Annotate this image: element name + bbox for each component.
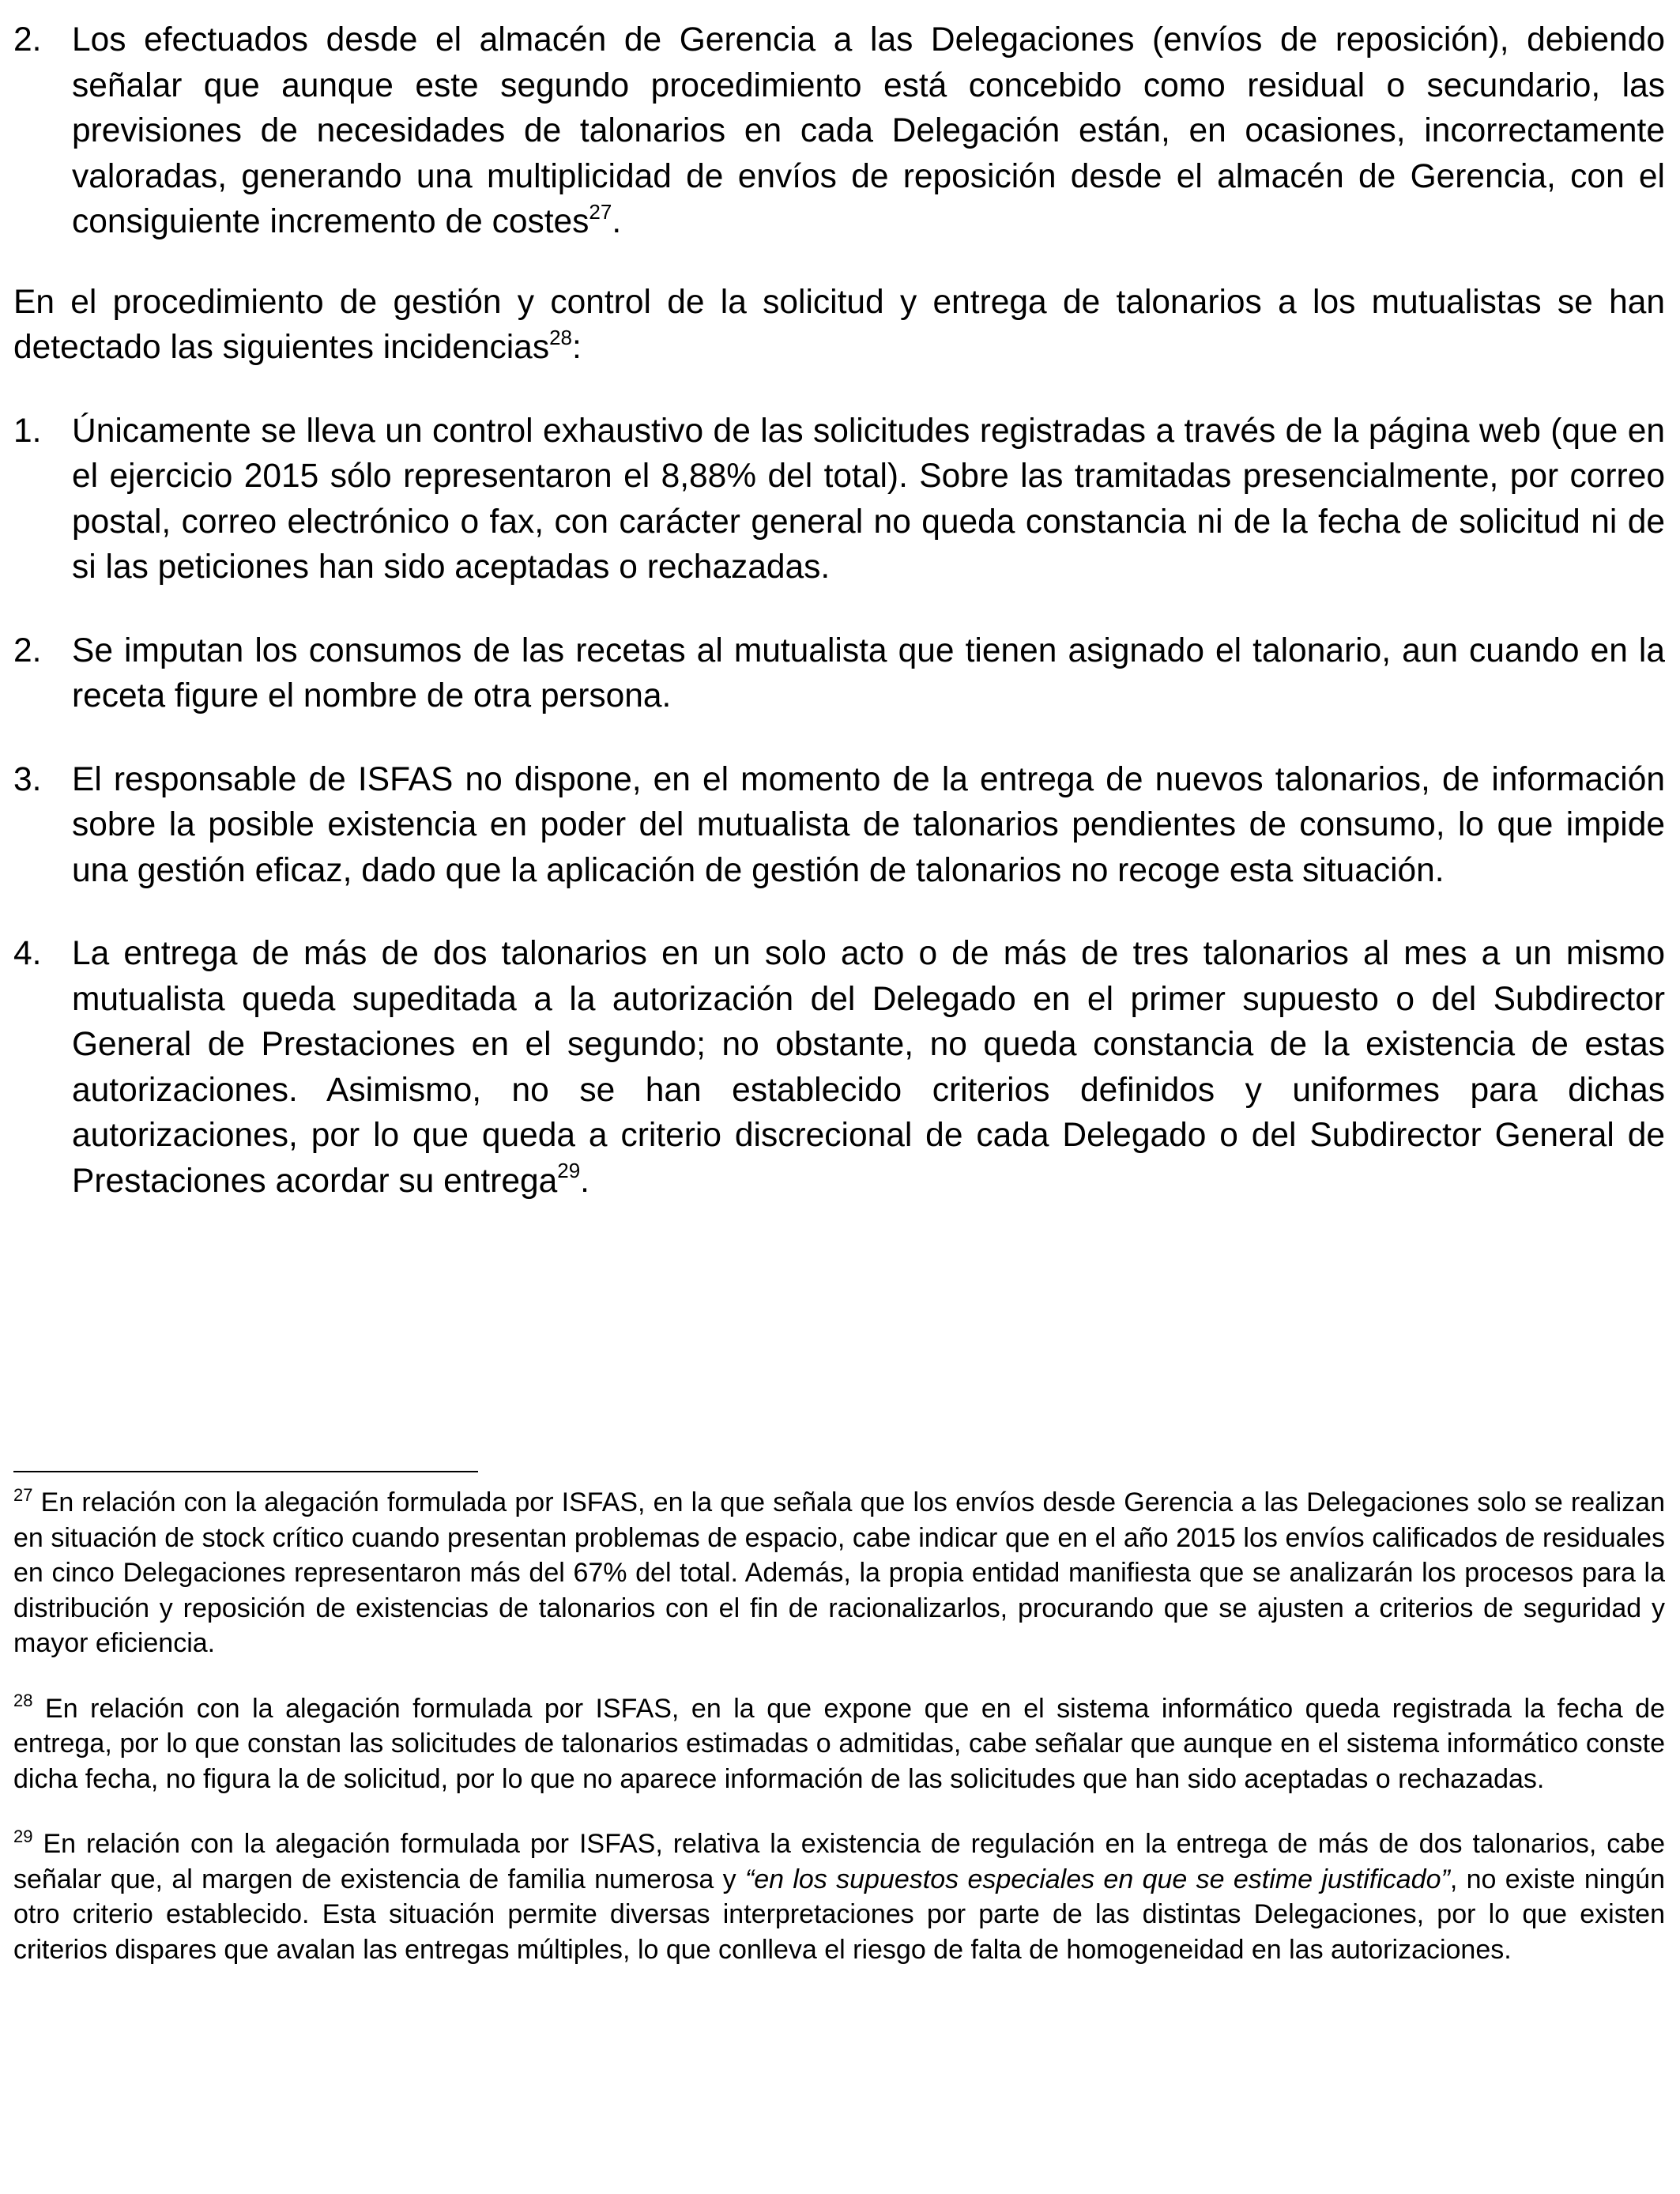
footnotes [13,1485,1665,1967]
footnote-text: En relación con la alegación formulada por ISFAS, en la que expone que en el sistema informático queda registrada la fecha de entrega, por lo que constan las solicitudes de talonarios estimadas o admitidas, cabe señalar que aunque en el sistema informático conste dicha fecha, no figura la de solicitud, por lo que no aparece información de las solicitudes que han sido aceptadas o rechazadas. [13,1693,1665,1794]
list-item-number: 2. [13,21,42,58]
document-page [13,17,1665,1204]
list-item-number: 2. [13,631,42,669]
footnote-ref[interactable]: 28 [549,325,572,349]
footnote-quote: “en los supuestos especiales en que se estime justificado” [744,1864,1450,1894]
list-item [13,757,1665,894]
footnote-number: 29 [13,1826,33,1846]
list-item-text-content: Los efectuados desde el almacén de Gerencia a las Delegaciones (envíos de reposición), debiendo señalar que aunque este segundo procedimiento está concebido como residual o secundario, las previsiones de necesidades de talonarios en cada Delegación están, en ocasiones, incorrectamente valoradas, generando una multiplicidad de envíos de reposición desde el almacén de Gerencia, con el consiguiente incremento de costes [72,21,1665,240]
intro-tail: : [572,329,582,366]
footnote-number: 28 [13,1691,33,1711]
footnote-ref[interactable]: 29 [557,1159,581,1183]
list-item-text-content: La entrega de más de dos talonarios en un solo acto o de más de tres talonarios al mes a un mismo mutualista queda supeditada a la autorización del Delegado en el primer supuesto o del Subdirector General de Prestaciones en el segundo; no obstante, no queda constancia de la existencia de estas autorizaciones. Asimismo, no se han establecido criterios definidos y uniformes para dichas autorizaciones, por lo que queda a criterio discrecional de cada Delegado o del Subdirector General de Prestaciones acordar su entrega [72,935,1665,1200]
footnote-ref[interactable]: 27 [589,199,612,224]
footnote-28 [13,1691,1665,1797]
list-item [13,409,1665,590]
list-item-tail: . [612,203,622,240]
footnote-27 [13,1485,1665,1661]
list-item-text: Se imputan los consumos de las recetas al mutualista que tienen asignado el talonario, aun cuando en la receta figure el nombre de otra persona. [72,631,1665,714]
list-item-number: 3. [13,760,42,798]
list-item-text [72,17,1665,245]
list-item-text: Únicamente se lleva un control exhaustivo de las solicitudes registradas a través de la página web (que en el ejercicio 2015 sólo representaron el 8,88% del total). Sobre las tramitadas presencialmente, por correo postal, correo electrónico o fax, con carácter general no queda constancia ni de la fecha de solicitud ni de si las peticiones han sido aceptadas o rechazadas. [72,412,1665,586]
footnote-number: 27 [13,1484,33,1505]
list-item [13,931,1665,1204]
footnote-separator [13,1471,478,1472]
list-item [13,628,1665,719]
list-item-text [72,931,1665,1204]
list-item-top [13,17,1665,245]
list-item-text: El responsable de ISFAS no dispone, en el momento de la entrega de nuevos talonarios, de información sobre la posible existencia en poder del mutualista de talonarios pendientes de consumo, lo que impide una gestión eficaz, dado que la aplicación de gestión de talonarios no recoge esta situación. [72,760,1665,889]
intro-text: En el procedimiento de gestión y control de la solicitud y entrega de talonarios a los mutualistas se han detectado las siguientes incidencias [13,283,1665,366]
intro-paragraph [13,280,1665,371]
footnote-29 [13,1826,1665,1967]
list-item-tail: . [580,1162,590,1200]
list-item-number: 4. [13,935,42,972]
footnote-text-after: , no existe ningún otro criterio establecido. Esta situación permite diversas interpretaciones por parte de las distintas Delegaciones, por lo que existen criterios dispares que avalan las entregas múltiples, lo que conlleva el riesgo de falta de homogeneidad en las autorizaciones. [13,1864,1665,1965]
footnote-text: En relación con la alegación formulada por ISFAS, en la que señala que los envíos desde Gerencia a las Delegaciones solo se realizan en situación de stock crítico cuando presentan problemas de espacio, cabe indicar que en el año 2015 los envíos calificados de residuales en cinco Delegaciones representaron más del 67% del total. Además, la propia entidad manifiesta que se analizarán los procesos para la distribución y reposición de existencias de talonarios con el fin de racionalizarlos, procurando que se ajusten a criterios de seguridad y mayor eficiencia. [13,1487,1665,1658]
list-item-number: 1. [13,412,42,450]
footnote-text-before: En relación con la alegación formulada por ISFAS, relativa la existencia de regulación en la entrega de más de dos talonarios, cabe señalar que, al margen de existencia de familia numerosa y [13,1829,1665,1894]
